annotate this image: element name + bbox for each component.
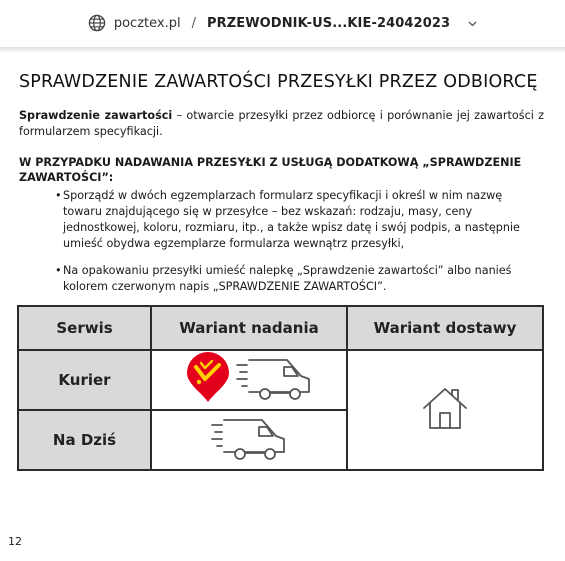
service-name: Kurier <box>18 350 151 410</box>
dispatch-variant-cell <box>151 350 347 410</box>
globe-icon <box>88 14 106 32</box>
table-row <box>18 350 543 410</box>
breadcrumb <box>88 14 477 32</box>
table-header-row <box>18 306 543 350</box>
chevron-down-icon[interactable] <box>468 17 477 30</box>
service-table <box>17 305 544 471</box>
delivery-truck-icon <box>210 412 288 468</box>
breadcrumb-separator: / <box>191 15 196 31</box>
header-divider <box>0 47 565 53</box>
list-item: • Na opakowaniu przesyłki umieść nalepkę „Sprawdzenie zawartości” albo nanieś kolorem czerwonym napis „SPRAWDZENIE ZAWARTOŚCI”. <box>63 263 544 295</box>
list-item: • Sporządź w dwóch egzemplarzach formularz specyfikacji i określ w nim nazwę towaru znajdującego się w przesyłce – bez wskazań: rodzaju, masy, ceny jednostkowej, koloru, rozmiaru, itp., a także wpisz datę i swój podpis, a następnie umieść obydwa egzemplarze formularza wewnątrz przesyłki, <box>63 188 544 252</box>
delivery-variant-cell <box>347 350 543 470</box>
page-content <box>19 72 544 295</box>
service-name: Na Dziś <box>18 410 151 470</box>
page-number: 12 <box>8 535 22 548</box>
column-header: Wariant nadania <box>151 306 347 350</box>
column-header: Serwis <box>18 306 151 350</box>
delivery-truck-icon <box>235 352 313 408</box>
intro-term: Sprawdzenie zawartości <box>19 109 173 122</box>
intro-paragraph <box>19 108 544 140</box>
pocztex-pin-icon <box>185 352 231 408</box>
column-header: Wariant dostawy <box>347 306 543 350</box>
page-title: SPRAWDZENIE ZAWARTOŚCI PRZESYŁKI PRZEZ ODBIORCĘ <box>19 72 538 92</box>
section-subheading: W PRZYPADKU NADAWANIA PRZESYŁKI Z USŁUGĄ DODATKOWĄ „SPRAWDZENIE ZAWARTOŚCI”: <box>19 156 522 184</box>
breadcrumb-domain-link[interactable]: pocztex.pl <box>113 15 181 31</box>
top-bar <box>0 0 565 46</box>
house-icon <box>422 415 468 434</box>
document-title[interactable]: PRZEWODNIK-US...KIE-24042023 <box>206 15 451 31</box>
instruction-list <box>19 188 544 295</box>
intro-text: – otwarcie przesyłki przez odbiorcę i porównanie jej zawartości z formularzem specyfikacji. <box>19 109 544 138</box>
dispatch-variant-cell <box>151 410 347 470</box>
